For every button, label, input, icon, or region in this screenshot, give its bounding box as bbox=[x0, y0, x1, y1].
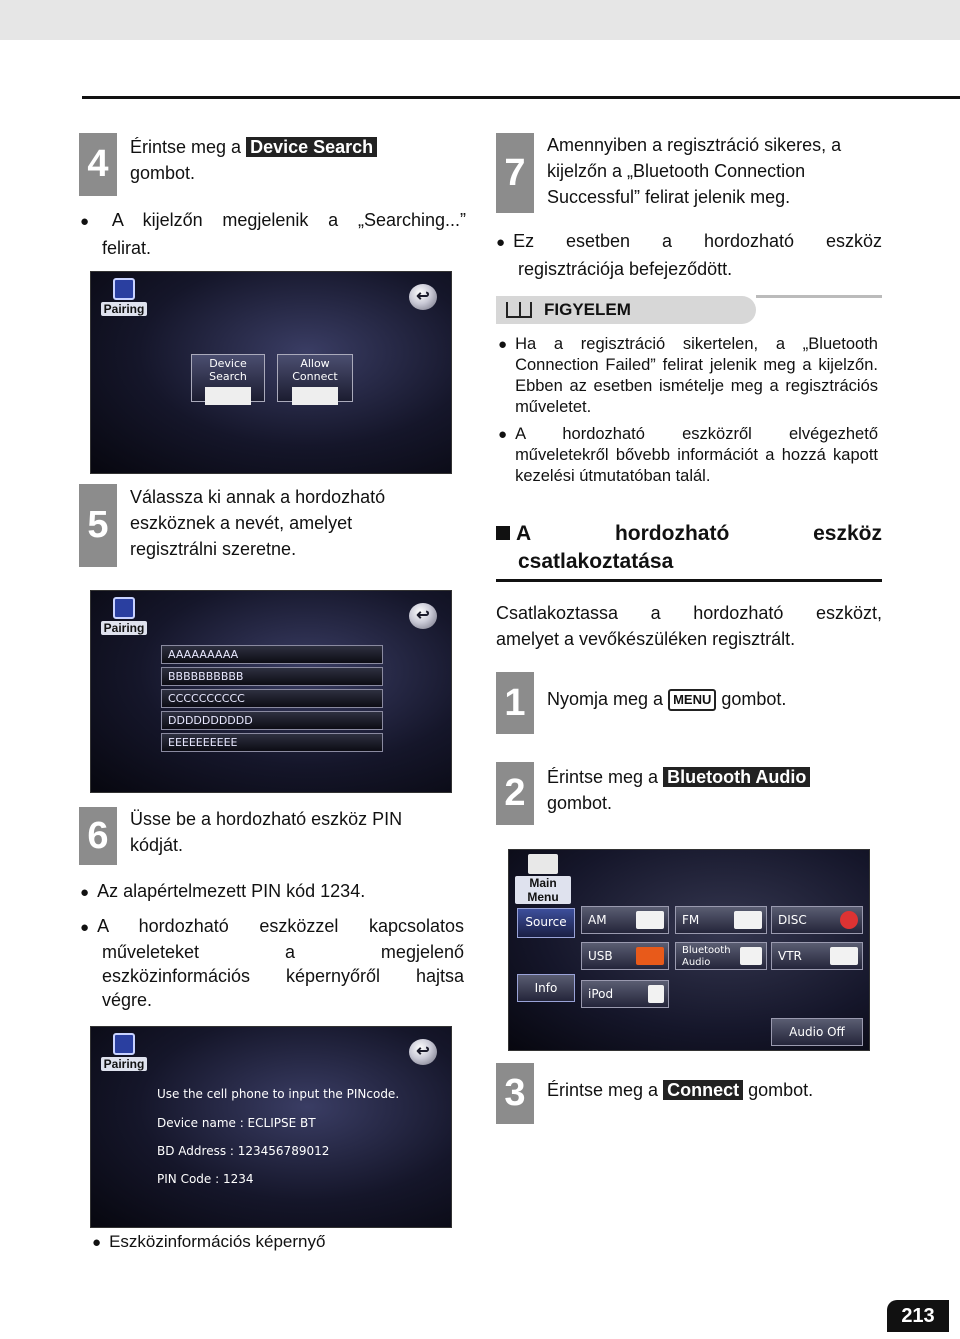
page-number: 213 bbox=[887, 1300, 949, 1332]
step-4-bullet-text-2: felirat. bbox=[102, 238, 152, 258]
device-list-item[interactable]: BBBBBBBBBB bbox=[161, 667, 383, 686]
back-icon[interactable]: ↩ bbox=[409, 284, 437, 310]
radio-icon bbox=[734, 911, 762, 929]
fm-button[interactable]: FM bbox=[675, 906, 767, 934]
pairing-title-2: Pairing bbox=[101, 597, 147, 637]
screen-caption: ● Eszközinformációs képernyő bbox=[92, 1229, 325, 1256]
step-1-number: 1 bbox=[496, 672, 534, 734]
pairing-title-3: Pairing bbox=[101, 1033, 147, 1073]
phone-icon bbox=[113, 597, 135, 619]
device-list-item[interactable]: DDDDDDDDDD bbox=[161, 711, 383, 730]
menu-grid-icon bbox=[528, 854, 558, 874]
device-list-item[interactable]: CCCCCCCCCC bbox=[161, 689, 383, 708]
bluetooth-audio-tag: Bluetooth Audio bbox=[663, 767, 810, 787]
usb-button[interactable]: USB bbox=[581, 942, 669, 970]
step-5-text: Válassza ki annak a hordozható eszköznek a nevét, amelyet regisztrálni szeretne. bbox=[130, 487, 386, 559]
info-line: PIN Code : 1234 bbox=[157, 1172, 254, 1186]
bluetooth-audio-button[interactable]: Bluetooth Audio bbox=[675, 942, 767, 970]
header-rule bbox=[82, 96, 960, 99]
pairing-title: Pairing bbox=[101, 278, 147, 318]
device-list-screen bbox=[90, 590, 452, 793]
device-list-item[interactable]: AAAAAAAAA bbox=[161, 645, 383, 664]
back-icon[interactable]: ↩ bbox=[409, 603, 437, 629]
connect-tag: Connect bbox=[663, 1080, 743, 1100]
step-4-text bbox=[130, 134, 430, 186]
step-4-post: gombot. bbox=[130, 163, 196, 183]
info-line: BD Address : 123456789012 bbox=[157, 1144, 330, 1158]
step-7-number: 7 bbox=[496, 133, 534, 213]
step-2-text: Érintse meg a Bluetooth Audio gombot. bbox=[547, 764, 877, 816]
main-menu-screen bbox=[508, 849, 870, 1051]
top-band bbox=[0, 0, 960, 40]
info-line: Use the cell phone to input the PINcode. bbox=[157, 1087, 400, 1101]
bluetooth-phone-icon bbox=[740, 947, 762, 965]
step-6-text: Üsse be a hordozható eszköz PIN kódját. bbox=[130, 809, 403, 855]
step-7-bullet: ● Ez esetben a hordozható eszköz regisztrációja befejeződött. bbox=[496, 228, 882, 282]
vtr-button[interactable]: VTR bbox=[771, 942, 863, 970]
step-6-bullet-2: ● A hordozható eszközzel kapcsolatos műveleteket a megjelenő eszközinformációs képernyőről hajtsa végre. bbox=[80, 914, 464, 1012]
step-4-pre: Érintse meg a bbox=[130, 137, 242, 157]
allow-connect-icon bbox=[292, 387, 338, 405]
device-search-tag: Device Search bbox=[246, 137, 377, 157]
vtr-icon bbox=[830, 947, 858, 965]
book-icon bbox=[506, 302, 532, 318]
section-rule bbox=[496, 579, 882, 582]
disc-icon bbox=[840, 911, 858, 929]
ipod-icon bbox=[648, 985, 664, 1003]
pairing-screen bbox=[90, 271, 452, 474]
step-4-bullet bbox=[80, 207, 466, 261]
step-2-number: 2 bbox=[496, 762, 534, 825]
step-1-text: Nyomja meg a MENU gombot. bbox=[547, 689, 787, 709]
allow-connect-button[interactable]: Allow Connect bbox=[277, 354, 353, 402]
radio-icon bbox=[636, 911, 664, 929]
step-3-text: Érintse meg a Connect gombot. bbox=[547, 1080, 814, 1100]
step-3-number: 3 bbox=[496, 1063, 534, 1124]
am-button[interactable]: AM bbox=[581, 906, 669, 934]
step-7-text: Amennyiben a regisztráció sikeres, a kijelzőn a „Bluetooth Connection Successful” felirat jelenik meg. bbox=[547, 135, 842, 207]
step-5-number: 5 bbox=[79, 484, 117, 567]
info-line: Device name : ECLIPSE BT bbox=[157, 1116, 316, 1130]
device-search-icon bbox=[205, 387, 251, 405]
usb-icon bbox=[636, 947, 664, 965]
phone-icon bbox=[113, 278, 135, 300]
main-menu-title: Main Menu bbox=[515, 854, 571, 904]
section-title: A hordozható eszköz csatlakoztatása bbox=[496, 520, 882, 576]
device-search-button[interactable]: Device Search bbox=[191, 354, 265, 402]
note-bullet-2: ● A hordozható eszközről elvégezhető műveletekről bővebb információt a hozzá kapott kezelési útmutatóban talál. bbox=[498, 424, 878, 487]
device-info-screen bbox=[90, 1026, 452, 1228]
step-4-number: 4 bbox=[79, 133, 117, 196]
back-icon[interactable]: ↩ bbox=[409, 1039, 437, 1065]
disc-button[interactable]: DISC bbox=[771, 906, 863, 934]
source-button[interactable]: Source bbox=[517, 908, 575, 938]
audio-off-button[interactable]: Audio Off bbox=[771, 1018, 863, 1046]
menu-key-icon: MENU bbox=[668, 689, 716, 711]
ipod-button[interactable]: iPod bbox=[581, 980, 669, 1008]
phone-icon bbox=[113, 1033, 135, 1055]
note-header: FIGYELEM bbox=[496, 296, 756, 324]
device-list-item[interactable]: EEEEEEEEEE bbox=[161, 733, 383, 752]
step-4-bullet-text: A kijelzőn megjelenik a „Searching...” bbox=[111, 210, 466, 230]
note-bullet-1: ● Ha a regisztráció sikertelen, a „Bluetooth Connection Failed” felirat jelenik meg a kijelzőn. Ebben az esetben ismételje meg a regisztrációs műveletet. bbox=[498, 334, 878, 418]
info-button[interactable]: Info bbox=[517, 974, 575, 1002]
note-line bbox=[756, 295, 882, 298]
step-6-bullet-1: ● Az alapértelmezett PIN kód 1234. bbox=[80, 878, 466, 906]
section-intro: Csatlakoztassa a hordozható eszközt, amelyet a vevőkészüléken regisztrált. bbox=[496, 603, 882, 649]
step-6-number: 6 bbox=[79, 807, 117, 865]
section-marker bbox=[496, 526, 510, 540]
